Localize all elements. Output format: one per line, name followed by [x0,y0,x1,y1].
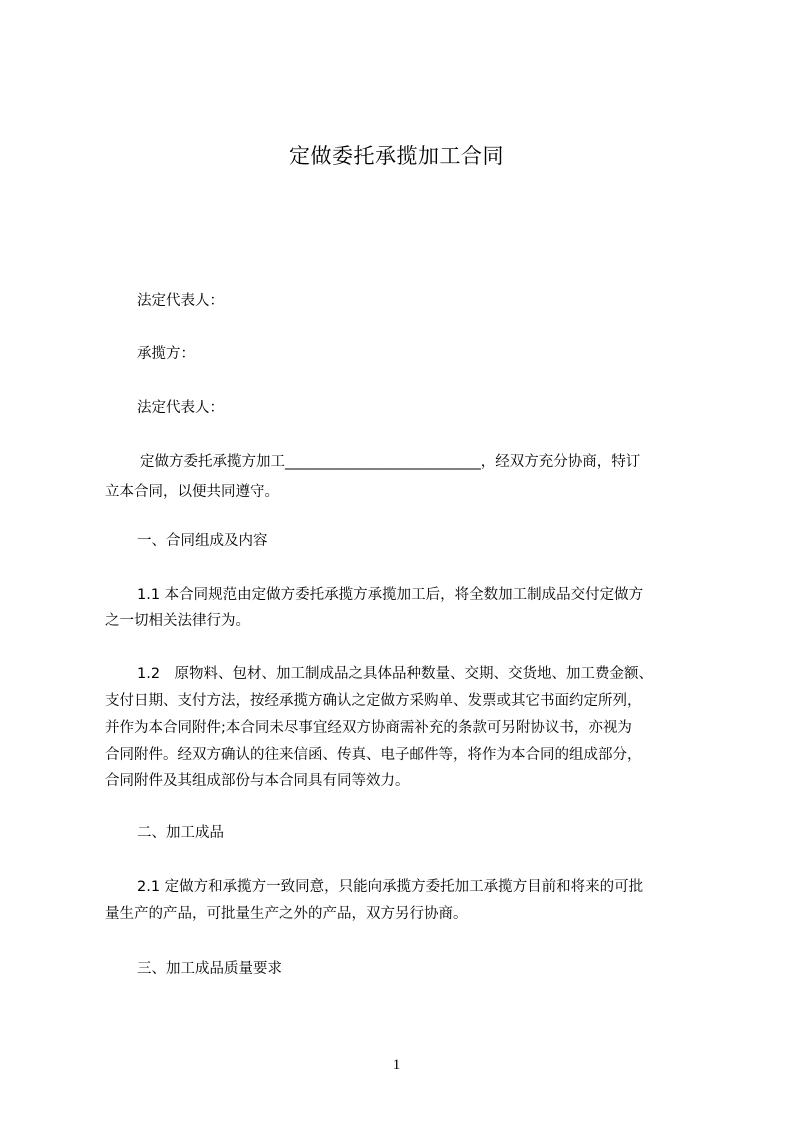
clause-1-2-line-5: 合同附件及其组成部份与本合同具有同等效力。 [105,773,410,789]
section-heading-3: 三、加工成品质量要求 [137,961,282,977]
clause-2-1-line-2: 量生产的产品，可批量生产之外的产品，双方另行协商。 [105,906,468,922]
page-number: 1 [392,1057,401,1073]
clause-1-2-line-4: 合同附件。经双方确认的往来信函、传真、电子邮件等，将作为本合同的组成部分， [105,747,642,763]
section-heading-1: 一、合同组成及内容 [137,533,268,549]
contractor-line: 承揽方： [137,346,195,362]
intro-line-2: 立本合同，以便共同遵守。 [105,484,279,500]
document-title: 定做委托承揽加工合同 [289,144,504,168]
clause-1-2-line-2: 支付日期、支付方法，按经承揽方确认之定做方采购单、发票或其它书面约定所列， [105,693,642,709]
clause-1-1-line-1: 1.1 本合同规范由定做方委托承揽方承揽加工后，将全数加工制成品交付定做方 [137,587,644,603]
clause-1-2-line-3: 并作为本合同附件;本合同未尽事宜经双方协商需补充的条款可另附协议书，亦视为 [105,720,632,736]
clause-2-1-line-1: 2.1 定做方和承揽方一致同意，只能向承揽方委托加工承揽方目前和将来的可批 [137,879,644,895]
legal-representative-1-line: 法定代表人： [137,293,224,309]
clause-1-2-line-1: 1.2 原物料、包材、加工制成品之具体品种数量、交期、交货地、加工费金额、 [137,666,654,682]
clause-1-1-line-2: 之一切相关法律行为。 [105,613,250,629]
section-heading-2: 二、加工成品 [137,825,224,841]
legal-representative-2-line: 法定代表人： [137,400,224,416]
intro-line-1: 定做方委托承揽方加工___________________________，经双方充分协商，特订 [140,454,641,470]
